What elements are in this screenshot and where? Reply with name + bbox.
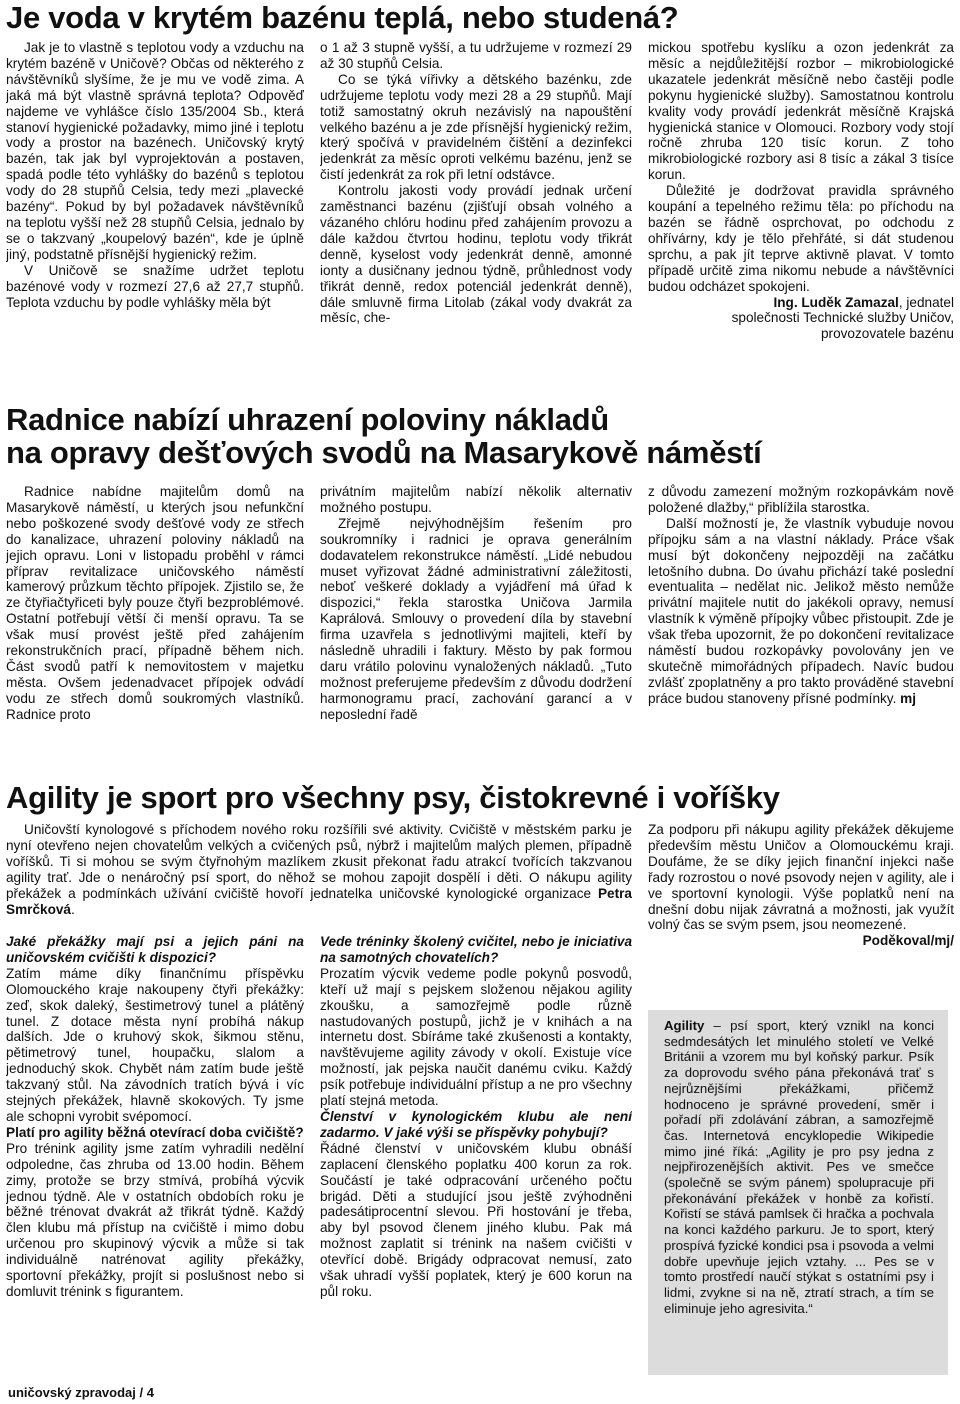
article1-column-2: [320, 40, 632, 380]
author-role-line: provozovatele bazénu: [820, 326, 954, 342]
interview-answer: Prozatím výcvik vedeme podle pokynů posvodů, kteří už mají s pejskem složenou nějakou agility zkoušku, a samozřejmě podle různě nastudovaných postupů, jichž je v knihách a na internetu dost. Sbíráme také zkušenosti a kontakty, navštěvujeme agility závody v okolí. Existuje více možností, jak pejska naučit danému cviku. Každý psík potřebuje individuální přístup a ne pro všechny platí stejná metoda.: [320, 965, 632, 1109]
article2-paragraph: [648, 516, 954, 707]
interview-answer: Řádné členství v uničovském klubu obnáší zaplacení členského poplatku 400 korun za rok. Součástí je také odpracování určeného počtu brigád. Děti a studující jsou ještě zvýhodněni padesátiprocentní slevou. Při hostování je třeba, aby byl psovod členem jiného klubu. Pak má možnost zaplatit si trénink na našem cvičišti v otevřící době. Brigády odpracovat nemusí, zato však uhradí vyšší poplatek, který je 600 korun na půl roku.: [320, 1140, 632, 1299]
article1-paragraph: mickou spotřebu kyslíku a ozon jedenkrát za měsíc a nejdůležitější rozbor – mikrobiologické ukazatele jedenkrát měsíčně nebo častěji podle pokynu hygienické služby). Samostatnou kontrolu kvality vody provádí jedenkrát měsíčně Krajská hygienická stanice v Olomouci. Rozbory vody stojí ročně zhruba 120 tisíc korun. Z toho mikrobiologické rozbory asi 8 tisíc a zákal 3 tisíce korun.: [648, 40, 954, 183]
agility-info-box: [648, 1010, 948, 1375]
article3-column-1: [6, 934, 304, 1374]
article3-headline: Agility je sport pro všechny psy, čistokrevné i voříšky: [6, 780, 780, 815]
article2-headline-line2: na opravy dešťových svodů na Masarykově náměstí: [6, 434, 762, 470]
interview-question: Vede tréninky školený cvičitel, nebo je iniciativa na samotných chovatelích?: [320, 934, 632, 965]
interview-answer: Pro trénink agility jsme zatím vyhradili nedělní odpoledne, čas zhruba od 13.00 hodin. Během zimy, protože se brzy stmívá, probíhá výcvik jednou týdně. Ale v ostatních obdobích roku je běžné trénovat dvakrát až třikrát týdně. Každý člen klubu má přístup na cvičiště i mimo dobu určenou pro skupinový výcvik a může si tak individuálně natrénovat agility překážky, sportovní překážky, projít si poslušnost nebo si domluvit trénink s figurantem.: [6, 1140, 304, 1299]
article3-intro: [6, 822, 632, 934]
article2-signature: mj: [900, 690, 917, 706]
page-footer: uničovský zpravodaj / 4: [8, 1385, 154, 1400]
article1-paragraph: Jak je to vlastně s teplotou vody a vzduchu na krytém bazéně v Uničově? Občas od některého z návštěvníků slyšíme, že je mu ve vodě zima. A jaká má být vlastně správná teplota? Odpověď najdeme ve vyhlášce číslo 135/2004 Sb., která stanoví hygienické požadavky, mimo jiné i teplotu vody a prostor na bazénech. Uničovský krytý bazén, tak jak byl vyprojektován a postaven, spadá podle této vyhlášky do bazénů s teplotou vody do 28 stupňů Celsia, tedy mezi „plavecké bazény“. Pokud by byl požadavek návštěvníků na teplotu vyšší než 28 stupňů Celsia, jednalo by se o takzvaný „koupelový bazén“, kde je úplně jiný, podstatně přísnější hygienický režim.: [6, 40, 304, 262]
info-box-definition: – psí sport, který vznikl na konci sedmdesátých let minulého století ve Velké Británii a vzorem mu byl koňský parkur. Psík za doprovodu svého pána překonává trať s nejrůznějšími překážkami, přičemž hodnoceno je správné provedení, směr i pořadí při zdolávání zábran, a samozřejmě čas. Internetová encyklopedie Wikipedie mimo jiné říká: „Agility je pro psy jedna z nejpřirozenějších aktivit. Pes ve smečce (společně se svým pánem) spolupracuje při překonávání překážek v honbě za kořistí. Kořistí se stává pamlsek či hračka a pochvala na konci každého parkuru. Je to sport, který prospívá fyzické kondici psa i psovoda a velmi dobře upevňuje jejich vztahy. ... Pes se v tomto prostředí naučí stýkat s ostatními psy i lidmi, zvykne si na ně, ztratí strach, a tím se eliminuje jeho agresivita.“: [664, 1018, 934, 1316]
article1-headline: Je voda v krytém bazénu teplá, nebo studená?: [6, 0, 679, 35]
article3-signature: Poděkoval/mj/: [862, 933, 954, 949]
article3-column-3: [648, 822, 954, 1002]
article3-intro-paragraph: [6, 822, 632, 917]
intro-end: .: [71, 901, 75, 917]
article2-text: Další možností je, že vlastník vybuduje novou přípojku sám a na vlastní náklady. Práce však musí být dokončeny nejpozději na začátku letošního dubna. Do úvahu přichází také poslední eventualita – nedělat nic. Jelikož město nemůže privátní majitele nutit do jakékoli opravy, nemusí vlastník k výměně přípojky vůbec přistoupit. Zde je však třeba upozornit, že po dokončení revitalizace náměstí budou rozkopávky povolovány jen ve skutečně mimořádných případech. Navíc budou zvlášť zpoplatněny a pro takto prováděné stavební práce budou stanoveny přísné podmínky.: [648, 515, 954, 706]
article1-paragraph: Důležité je dodržovat pravidla správného koupání a tepelného režimu těla: po příchodu na bazén se řádně osprchovat, po odchodu z ohřívárny, kdy je tělo přehřáté, si dát studenou sprchu, a pak jít teprve aktivně plavat. V tomto případě určitě zima nikomu nebude a návštěvníci budou odcházet spokojeni.: [648, 183, 954, 294]
interview-question: Platí pro agility běžná otevírací doba cvičiště?: [6, 1124, 304, 1140]
article1-paragraph: o 1 až 3 stupně vyšší, a tu udržujeme v rozmezí 29 až 30 stupňů Celsia.: [320, 40, 632, 71]
article1-column-3: [648, 40, 954, 385]
info-box-term: Agility: [664, 1018, 705, 1033]
article2-headline-line1: Radnice nabízí uhrazení poloviny nákladů: [6, 402, 609, 437]
article2-paragraph: Zřejmě nejvýhodnějším řešením pro soukromníky i radnici je oprava generálním dodavatelem rekonstrukce náměstí. „Lidé nebudou muset vyřizovat žádné administrativní záležitosti, neboť veškeré doklady a vyjádření má úřad k dispozici,“ řekla starostka Uničova Jarmila Kaprálová. Smlouvy o provedení díla by stavební firma uzavřela s jednotlivými majiteli, kteří by následně uhradili i faktury. Město by pak formou daru vrátilo polovinu vynaložených nákladů. „Tuto možnost preferujeme především z důvodu dodržení harmonogramu prací, zachování garancí a v neposlední řadě: [320, 515, 632, 722]
info-box-text: [664, 1018, 934, 1316]
article1-author: [648, 295, 954, 311]
article1-column-1: [6, 40, 304, 380]
article2-paragraph: privátním majitelům nabízí několik alternativ možného postupu.: [320, 484, 632, 515]
interview-answer: Zatím máme díky finančnímu příspěvku Olomouckého kraje nakoupeny čtyři překážky: zeď, skok daleký, šestimetrový tunel a plátěný tunel. Z dotace města nyní probíhá nákup dalších. Jde o kruhový skok, šikmou stěnu, pětimetrový tunel, houpačku, slalom a jednoduchý skok. Chybět nám zatím bude ještě takzvaný stůl. Na závodních tratích bývá i víc stejných překážek, hlavně skokových. Ty jsme ale schopni vyrobit svépomocí.: [6, 965, 304, 1124]
author-name: Ing. Luděk Zamazal: [773, 294, 899, 310]
author-role: , jednatel: [898, 294, 954, 310]
author-role-line: společnosti Technické služby Uničov,: [731, 310, 954, 326]
article2-column-1: [6, 484, 304, 764]
article2-column-3: [648, 484, 954, 764]
article1-paragraph: Co se týká vířivky a dětského bazénku, zde udržujeme teplotu vody mezi 28 a 29 stupňů. Mají totiž samostatný okruh nezávislý na napouštění velkého bazénu a je zde přísnější hygienický režim, který spočívá v pravidelném čištění a dezinfekci jedenkrát za měsíc oproti velkému bazénu, jenž se čistí jedenkrát za rok při letní odstávce.: [320, 71, 632, 183]
article1-paragraph: V Uničově se snažíme udržet teplotu bazénové vody v rozmezí 27,6 až 27,7 stupňů. Teplota vzduchu by podle vyhlášky měla být: [6, 262, 304, 310]
interview-question: Členství v kynologickém klubu ale není zadarmo. V jaké výši se příspěvky pohybují?: [320, 1108, 632, 1140]
article2-headline: [6, 404, 761, 470]
interview-question: Jaké překážky mají psi a jejich páni na uničovském cvičišti k dispozici?: [6, 934, 304, 965]
article3-closing-paragraph: Za podporu při nákupu agility překážek děkujeme především městu Uničov a Olomouckému kraji. Doufáme, že se díky jejich finanční injekci naše řady rozrostou o nové psovody nejen v agility, ale i ve sportovní kynologii. Výše poplatků není na dnešní dobu nijak závratná a možnosti, jak využít volný čas se svým psem, jsou neomezené.: [648, 822, 954, 933]
interviewee-name: Petra Smrčková: [6, 885, 632, 917]
article3-intro-text: Uničovští kynologové s příchodem nového roku rozšířili své aktivity. Cvičiště v městském parku je nyní otevřeno nejen chovatelům velkých a cvičených psů, nýbrž i majitelům malých plemen, případně voříšků. Ti si mohou se svým čtyřnohým mazlíkem zkusit překonat řadu atrakcí tvořících takzvanou agility trať. Jde o nenáročný psí sport, do něhož se mohou zapojit dospělí i děti. O nákupu agility překážek a podmínkách užívání cvičiště hovoří jednatelka uničovské kynologické organizace: [6, 822, 632, 901]
article2-column-2: [320, 484, 632, 764]
article1-paragraph: Kontrolu jakosti vody provádí jednak určení zaměstnanci bazénu (zjišťují obsah volného a vázaného chlóru hodinu před zahájením provozu a dále každou čtvrtou hodinu, teplotu vody třikrát denně, kyselost vody jedenkrát denně, amonné ionty a dusičnany jednou týdně, průhlednost vody třikrát denně, redox potenciál jedenkrát denně), dále smluvně firma Litolab (zákal vody dvakrát za měsíc, che-: [320, 183, 632, 326]
article2-paragraph: z důvodu zamezení možným rozkopávkám nově položené dlažby,“ přiblížila starostka.: [648, 484, 954, 515]
article3-column-2: [320, 934, 632, 1374]
article2-paragraph: Radnice nabídne majitelům domů na Masarykově náměstí, u kterých jsou nefunkční nebo poškozené svody dešťové vody ze střech do kanalizace, uhrazení poloviny nákladů na jejich opravu. Loni v listopadu proběhl v rámci příprav revitalizace uničovského náměstí kamerový průzkum těchto přípojek. Zjistilo se, že ze čtyřiačtyřiceti byly pouze čtyři bezproblémové. Ostatní potřebují větší či menší opravu. Ta se však musí provést ještě před zahájením rekonstrukčních prací, případně během nich. Část svodů patří k nemovitostem v majetku města. Ovšem jedenadvacet přípojek odvádí vodu ze střech domů soukromých vlastníků. Radnice proto: [6, 484, 304, 722]
